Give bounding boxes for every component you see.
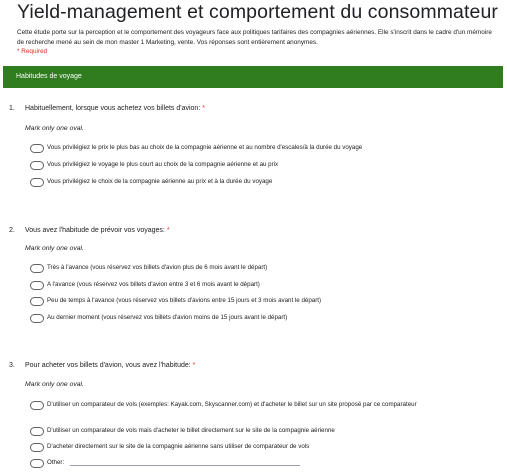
- option-radio[interactable]: [30, 427, 490, 436]
- form-header: [17, 0, 501, 56]
- question-hint: Mark only one oval.: [25, 381, 84, 388]
- radio-oval[interactable]: [30, 281, 44, 290]
- option-radio[interactable]: [30, 264, 490, 273]
- option-radio[interactable]: [30, 144, 490, 153]
- option-radio[interactable]: [30, 178, 490, 187]
- question-title: [9, 104, 205, 113]
- question-hint: Mark only one oval.: [25, 125, 84, 132]
- option-radio[interactable]: [30, 281, 490, 290]
- radio-oval[interactable]: [30, 297, 44, 306]
- question-number: 3.: [9, 362, 15, 369]
- radio-oval[interactable]: [30, 427, 44, 436]
- option-label: Au dernier moment (vous réservez vos billets d'avion moins de 15 jours avant le départ): [47, 314, 288, 321]
- question-title: [9, 361, 195, 370]
- radio-oval[interactable]: [30, 314, 44, 323]
- option-other[interactable]: [30, 459, 490, 468]
- form-description: Cette étude porte sur la perception et le comportement des voyageurs face aux politiques tarifaires des compagnies aériennes. Elle s'inscrit dans le cadre d'un mémoire de recherche mené au sein de mon master 1 Marketing, vente. Vos réponses sont entièrement anonymes.: [17, 29, 492, 46]
- option-radio[interactable]: [30, 443, 490, 452]
- section-title: Habitudes de voyage: [16, 73, 82, 80]
- radio-oval[interactable]: [30, 401, 44, 410]
- required-asterisk: *: [166, 227, 170, 234]
- option-radio[interactable]: [30, 401, 490, 410]
- question-text: Vous avez l'habitude de prévoir vos voyages:: [25, 227, 165, 234]
- option-label: Vous privilégiez le voyage le plus court au choix de la compagnie aérienne et au prix: [47, 161, 279, 168]
- radio-oval[interactable]: [30, 443, 44, 452]
- option-radio[interactable]: [30, 314, 490, 323]
- question-hint: Mark only one oval.: [25, 245, 84, 252]
- form-title: Yield-management et comportement du consommateur: [17, 1, 498, 23]
- radio-oval[interactable]: [30, 144, 44, 153]
- option-radio[interactable]: [30, 297, 490, 306]
- option-label: Vous privilégiez le prix le plus bas au choix de la compagnie aérienne et au nombre d'escales/à la durée du voyage: [47, 144, 363, 151]
- question-text: Pour acheter vos billets d'avion, vous avez l'habitude:: [25, 362, 191, 369]
- option-label: D'utiliser un comparateur de vols mais d'acheter le billet directement sur le site de la compagnie aérienne: [47, 427, 335, 434]
- question-number: 1.: [9, 105, 15, 112]
- option-label: Vous privilégiez le choix de la compagnie aérienne au prix et à la durée du voyage: [47, 178, 273, 185]
- required-asterisk: *: [202, 105, 205, 112]
- other-text-input[interactable]: [70, 459, 300, 466]
- radio-oval[interactable]: [30, 178, 44, 187]
- question-number: 2.: [9, 227, 15, 234]
- question-text: Habituellement, lorsque vous achetez vos billets d'avion:: [25, 105, 201, 112]
- question-title: [9, 226, 170, 235]
- option-radio[interactable]: [30, 161, 490, 170]
- option-label: Peu de temps à l'avance (vous réservez vos billets d'avions entre 15 jours et 3 mois avant le départ): [47, 297, 322, 304]
- required-note: * Required: [17, 48, 48, 55]
- option-label: Très à l'avance (vous réservez vos billets d'avion plus de 6 mois avant le départ): [47, 264, 268, 271]
- option-label: D'acheter directement sur le site de la compagnie aérienne sans utiliser de comparateur de vols: [47, 443, 310, 450]
- option-label: Other:: [47, 459, 65, 466]
- radio-oval[interactable]: [30, 459, 44, 468]
- section-header: [3, 66, 503, 88]
- required-asterisk: *: [192, 362, 196, 369]
- option-label: D'utiliser un comparateur de vols (exemples: Kayak.com, Skyscanner.com) et d'acheter le billet sur un site proposé par ce comparateur: [47, 401, 417, 408]
- radio-oval[interactable]: [30, 264, 44, 273]
- radio-oval[interactable]: [30, 161, 44, 170]
- option-label: A l'avance (vous réservez vos billets d'avion entre 3 et 6 mois avant le départ): [47, 281, 260, 288]
